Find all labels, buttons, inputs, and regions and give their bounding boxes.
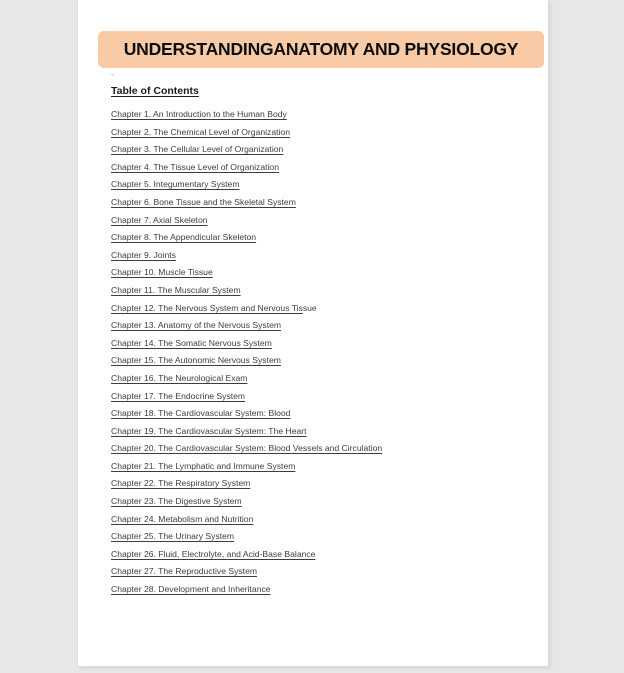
title-banner — [98, 31, 544, 68]
toc-chapter-link[interactable]: Chapter 27. The Reproductive System — [111, 566, 258, 577]
list-item — [111, 333, 531, 351]
list-item — [111, 579, 531, 597]
list-item — [111, 157, 531, 175]
list-item — [111, 473, 531, 491]
toc-chapter-link[interactable]: Chapter 26. Fluid, Electrolyte, and Acid-Base Balance — [111, 548, 316, 559]
toc-heading: Table of Contents — [111, 85, 199, 97]
list-item — [111, 368, 531, 386]
toc-chapter-link[interactable]: Chapter 5. Integumentary System — [111, 179, 240, 190]
toc-chapter-label-tail: sue — [302, 302, 317, 313]
list-item — [111, 561, 531, 579]
page-title: UNDERSTANDINGANATOMY AND PHYSIOLOGY — [123, 39, 519, 59]
toc-chapter-link[interactable]: Chapter 22. The Respiratory System — [111, 478, 251, 489]
toc-chapter-link[interactable]: Chapter 14. The Somatic Nervous System — [111, 337, 272, 348]
toc-chapter-link[interactable]: Chapter 6. Bone Tissue and the Skeletal System — [111, 196, 296, 207]
list-item — [111, 192, 531, 210]
list-item — [111, 139, 531, 157]
list-item — [111, 526, 531, 544]
list-item — [111, 280, 531, 298]
list-item — [111, 350, 531, 368]
toc-chapter-link[interactable]: Chapter 24. Metabolism and Nutrition — [111, 513, 254, 524]
toc-chapter-link[interactable]: Chapter 7. Axial Skeleton — [111, 214, 208, 225]
toc-chapter-label: Chapter 12. The Nervous System and Nervous Tis — [111, 302, 303, 313]
list-item — [111, 122, 531, 140]
toc-chapter-link[interactable]: Chapter 17. The Endocrine System — [111, 390, 246, 401]
toc-chapter-link[interactable]: Chapter 15. The Autonomic Nervous System — [111, 355, 281, 366]
list-item — [111, 210, 531, 228]
list-item — [111, 491, 531, 509]
toc-chapter-link[interactable]: Chapter 11. The Muscular System — [111, 284, 241, 295]
list-item — [111, 227, 531, 245]
toc-chapter-link[interactable]: Chapter 18. The Cardiovascular System: Blood — [111, 408, 291, 419]
list-item — [111, 421, 531, 439]
list-item — [111, 174, 531, 192]
list-item — [111, 386, 531, 404]
list-item — [111, 438, 531, 456]
list-item — [111, 403, 531, 421]
list-item — [111, 544, 531, 562]
toc-chapter-link[interactable]: Chapter 1. An Introduction to the Human Body — [111, 109, 287, 119]
toc-chapter-link[interactable]: Chapter 13. Anatomy of the Nervous System — [111, 320, 282, 331]
toc-chapter-link[interactable]: Chapter 23. The Digestive System — [111, 496, 242, 507]
toc-chapter-link[interactable]: Chapter 10. Muscle Tissue — [111, 267, 213, 278]
toc-chapter-link[interactable]: Chapter 3. The Cellular Level of Organization — [111, 144, 284, 155]
toc-list — [111, 104, 531, 597]
list-item — [111, 315, 531, 333]
toc-chapter-link[interactable]: Chapter 28. Development and Inheritance — [111, 584, 271, 595]
toc-chapter-link[interactable]: Chapter 19. The Cardiovascular System: The Heart — [111, 425, 307, 436]
list-item — [111, 262, 531, 280]
list-item — [111, 104, 531, 122]
document-body — [111, 70, 531, 597]
list-item — [111, 298, 531, 316]
toc-chapter-link[interactable]: Chapter 9. Joints — [111, 249, 176, 260]
document-page — [78, 0, 548, 666]
list-item — [111, 245, 531, 263]
toc-chapter-link[interactable]: Chapter 20. The Cardiovascular System: Blood Vessels and Circulation — [111, 443, 383, 454]
toc-chapter-link[interactable]: Chapter 2. The Chemical Level of Organization — [111, 126, 290, 137]
toc-chapter-link[interactable]: Chapter 8. The Appendicular Skeleton — [111, 232, 257, 243]
toc-chapter-link[interactable]: Chapter 25. The Urinary System — [111, 531, 235, 542]
toc-chapter-link[interactable]: Chapter 21. The Lymphatic and Immune System — [111, 460, 296, 471]
list-item — [111, 509, 531, 527]
list-item — [111, 456, 531, 474]
stray-dash-mark: - — [111, 70, 114, 79]
toc-chapter-link[interactable]: Chapter 4. The Tissue Level of Organization — [111, 161, 279, 172]
toc-chapter-link[interactable]: Chapter 16. The Neurological Exam — [111, 372, 248, 383]
toc-chapter-link[interactable] — [111, 303, 317, 313]
